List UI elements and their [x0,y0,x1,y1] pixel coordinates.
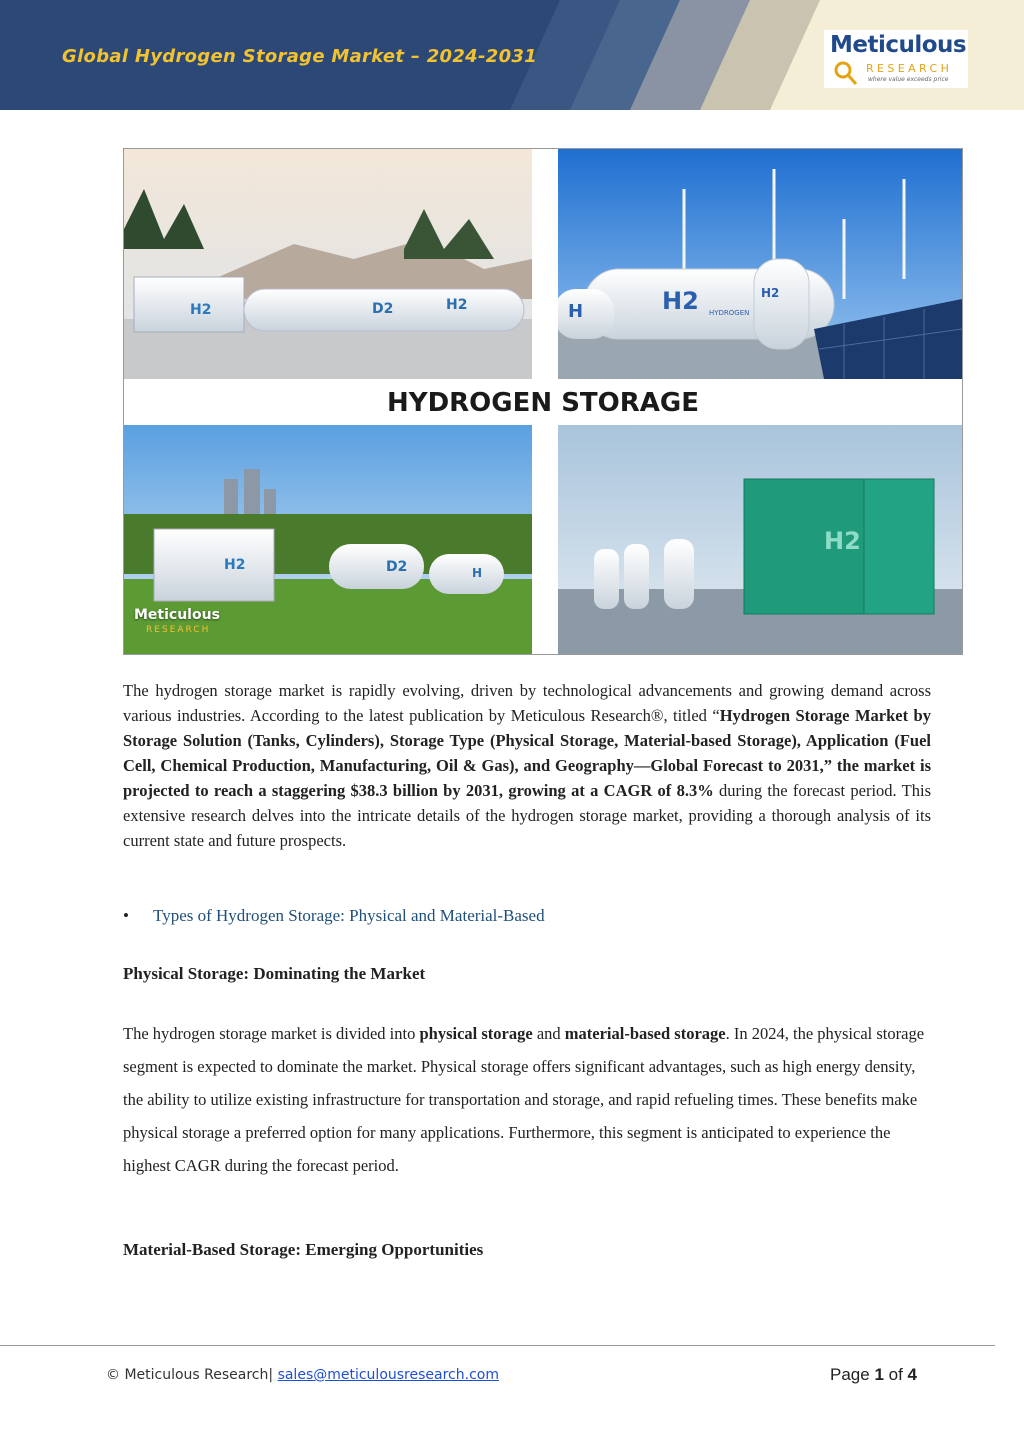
tank-label-6: H [568,301,584,322]
bullet-marker: • [123,906,129,925]
page-current: 1 [874,1365,884,1384]
logo-tagline: where value exceeds price [868,76,949,83]
hero-title: HYDROGEN STORAGE [386,388,699,418]
bullet-list-item [123,903,931,929]
tank-label-7: H2 [761,286,780,300]
bullet-text: Types of Hydrogen Storage: Physical and Material-Based [153,906,545,925]
page-word: Page [830,1365,875,1384]
tank-label-8: H2 [224,557,246,573]
physical-bold-2: material-based storage [564,1024,726,1043]
intro-report-title: Hydrogen Storage Market by Storage Solution (Tanks, Cylinders), Storage Type (Physical Storage, Material-based Storage), Application (Fuel Cell, Chemical Production, Manufacturing, Oil & Gas), and Geography—Global Forecast to 2031,” the market is projected to reach a staggering $38.3 billion by 2031, growing at a CAGR of 8.3% [123,706,931,800]
page-number [830,1365,917,1385]
footer-copyright [106,1367,499,1383]
page-total: 4 [907,1365,917,1384]
physical-bold-1: physical storage [419,1024,533,1043]
tank-label-3: H2 [446,297,468,313]
section-heading-physical: Physical Storage: Dominating the Market [123,964,426,983]
footer-divider [0,1345,995,1346]
intro-text-2: during the forecast period. This extensive research delves into the intricate details of the hydrogen storage market, providing a thorough analysis of its current state and future prospects. [123,781,932,850]
section-heading-material: Material-Based Storage: Emerging Opportunities [123,1240,484,1259]
tank-label-4: H2 [662,287,699,315]
email-link[interactable]: sales@meticulousresearch.com [277,1367,499,1383]
logo-research: RESEARCH [866,62,953,75]
tank-label-2: D2 [372,301,394,317]
header-banner [0,0,1024,110]
physical-text-1: The hydrogen storage market is divided into [123,1024,420,1043]
intro-text-1: The hydrogen storage market is rapidly evolving, driven by technological advancements and growing demand across various industries. According to the latest publication by Meticulous Research®, titled “ [123,681,931,725]
physical-storage-paragraph [123,1017,931,1182]
tank-label-11: H2 [824,527,861,555]
hero-watermark-logo: Meticulous [134,607,220,623]
magnifier-icon [828,60,868,100]
tank-label-1: H2 [190,302,212,318]
physical-text-3: . In 2024, the physical storage segment is expected to dominate the market. Physical storage offers significant advantages, such as high energy density, the ability to utilize existing infrastructure for transportation and storage, and rapid refueling times. These benefits make physical storage a preferred option for many applications. Furthermore, this segment is anticipated to experience the highest CAGR during the forecast period. [123,1024,925,1175]
copyright-text: © Meticulous Research| [106,1367,278,1383]
tank-label-9: D2 [386,559,408,575]
tank-label-10: H [472,566,483,580]
page-of: of [883,1365,908,1384]
hero-image [123,148,963,655]
physical-text-2: and [532,1024,565,1043]
logo-name: Meticulous [830,32,967,58]
document-title: Global Hydrogen Storage Market – 2024-2031 [62,46,538,67]
tank-label-5: HYDROGEN [709,309,750,317]
company-logo [824,30,968,88]
hero-watermark-sub: RESEARCH [146,625,211,635]
intro-paragraph [123,678,931,853]
